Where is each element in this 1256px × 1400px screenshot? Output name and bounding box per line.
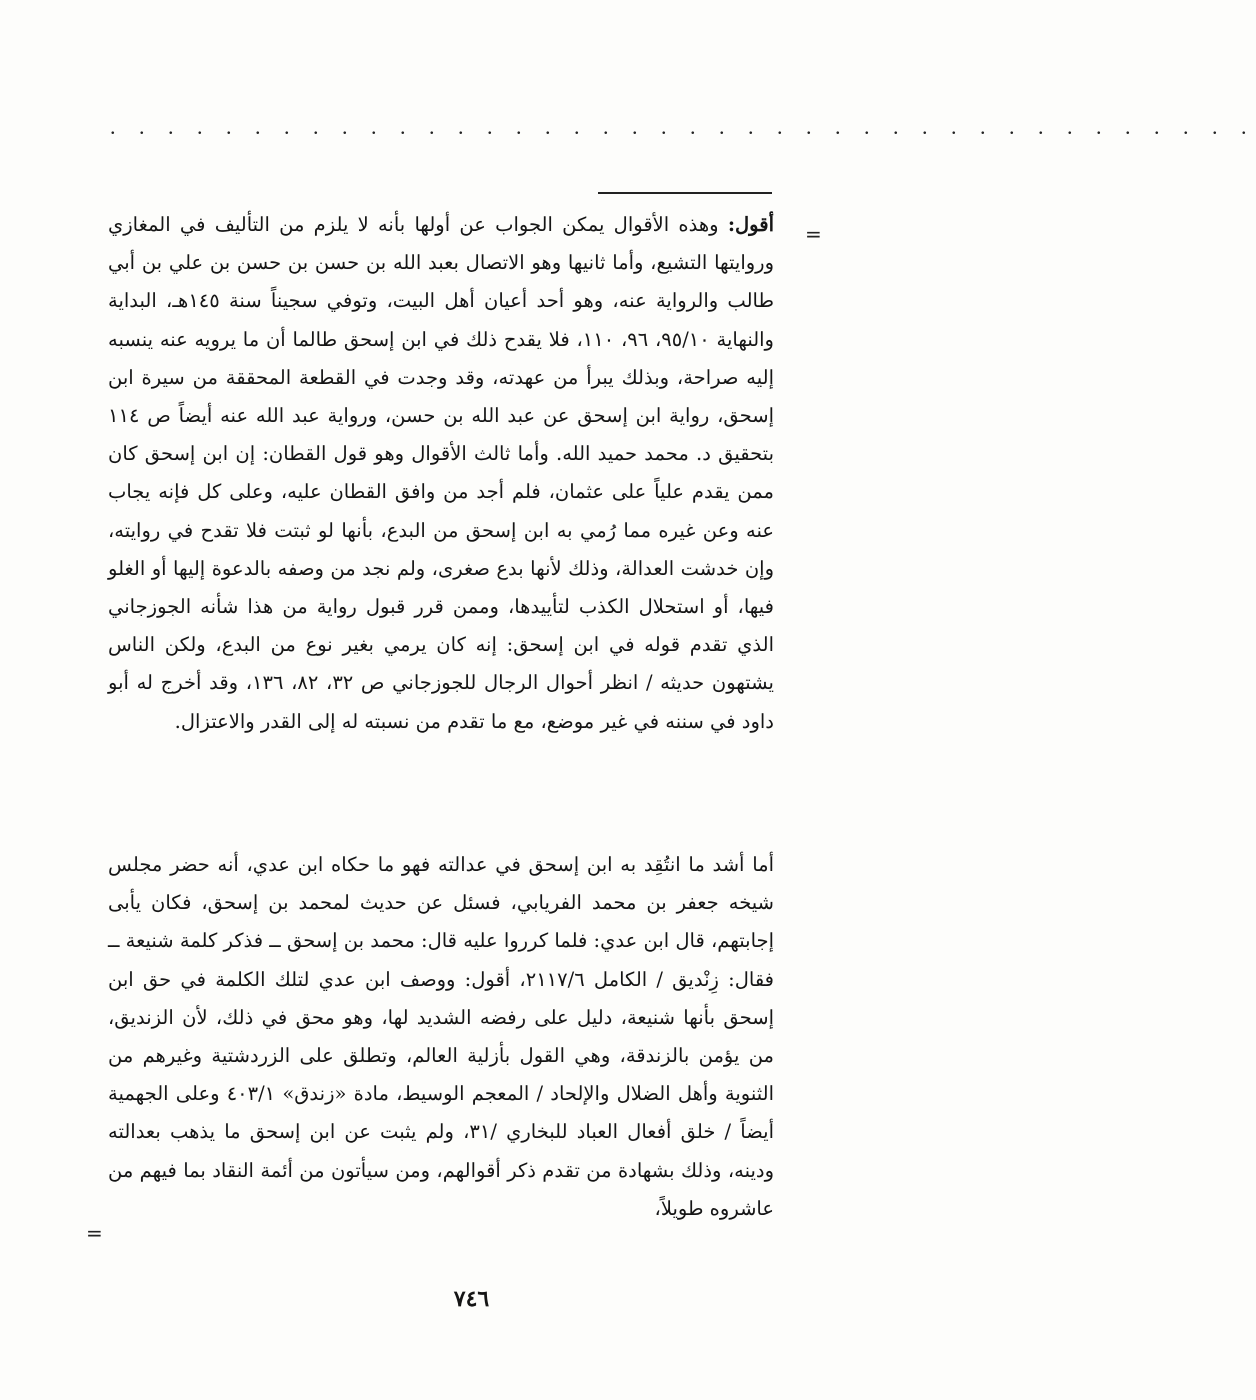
footnote-rule [598,192,772,194]
continuation-mark-top: = [805,222,822,246]
paragraph-2-text: أما أشد ما انتُقِد به ابن إسحق في عدالته فهو ما حكاه ابن عدي، أنه حضر مجلس شيخه جعفر بن محمد الفريابي، فسئل عن حديث لمحمد بن إسحق، فكان يأبى إجابتهم، قال ابن عدي: فلما كرروا عليه قال: محمد بن إسحق ــ فذكر كلمة شنيعة ــ فقال: زِنْديق / الكامل ٢١١٧/٦، أقول: ووصف ابن عدي لتلك الكلمة في حق ابن إسحق بأنها شنيعة، دليل على رفضه الشديد لها، وهو محق في ذلك، لأن الزنديق، من يؤمن بالزندقة، وهي القول بأزلية العالم، وتطلق على الزردشتية وغيرهم من الثنوية وأهل الضلال والإلحاد / المعجم الوسيط، مادة «زندق» ٤٠٣/١ وعلى الجهمية أيضاً / خلق أفعال العباد للبخاري /٣١، ولم يثبت عن ابن إسحق ما يذهب بعدالته ودينه، وذلك بشهادة من تقدم ذكر أقوالهم، ومن سيأتون من أئمة النقاد بما فيهم من عاشروه طويلاً، [108,853,775,1220]
footnote-paragraph-2 [108,846,774,1228]
page-number: ٧٤٦ [453,1286,490,1312]
continuation-mark-bottom: = [86,1221,103,1245]
paragraph-1-text: وهذه الأقوال يمكن الجواب عن أولها بأنه لا يلزم من التأليف في المغازي وروايتها التشيع، وأما ثانيها وهو الاتصال بعبد الله بن حسن بن حسن بن علي بن أبي طالب والرواية عنه، وهو أحد أعيان أهل البيت، وتوفي سجيناً سنة ١٤٥هـ، البداية والنهاية ٩٥/١٠، ٩٦، ١١٠، فلا يقدح ذلك في ابن إسحق طالما أن ما يرويه عنه ينسبه إليه صراحة، وبذلك يبرأ من عهدته، وقد وجدت في القطعة المحققة من سيرة ابن إسحق، رواية ابن إسحق عن عبد الله بن حسن، ورواية عبد الله عنه أيضاً ص ١١٤ بتحقيق د. محمد حميد الله. وأما ثالث الأقوال وهو قول القطان: إن ابن إسحق كان ممن يقدم علياً على عثمان، فلم أجد من وافق القطان عليه، وعلى كل فإنه يجاب عنه وعن غيره مما رُمي به ابن إسحق من البدع، بأنها لو ثبتت فلا تقدح في روايته، وإن خدشت العدالة، وذلك لأنها بدع صغرى، ولم نجد من وصفه بالدعوة إليها أو الغلو فيها، أو استحلال الكذب لتأييدها، وممن قرر قبول رواية من هذا شأنه الجوزجاني الذي تقدم قوله في ابن إسحق: إنه كان يرمي بغير نوع من البدع، ولكن الناس يشتهون حديثه / انظر أحوال الرجال للجوزجاني ص ٣٢، ٨٢، ١٣٦، وقد أخرج له أبو داود في سننه في غير موضع، مع ما تقدم من نسبته له إلى القدر والاعتزال. [108,213,774,733]
paragraph-lead-word: أقول: [727,213,774,236]
dotted-separator: . . . . . . . . . . . . . . . . . . . . . . . . . . . . . . . . . . . . . . . . [110,114,1256,139]
footnote-paragraph-1 [108,206,774,741]
